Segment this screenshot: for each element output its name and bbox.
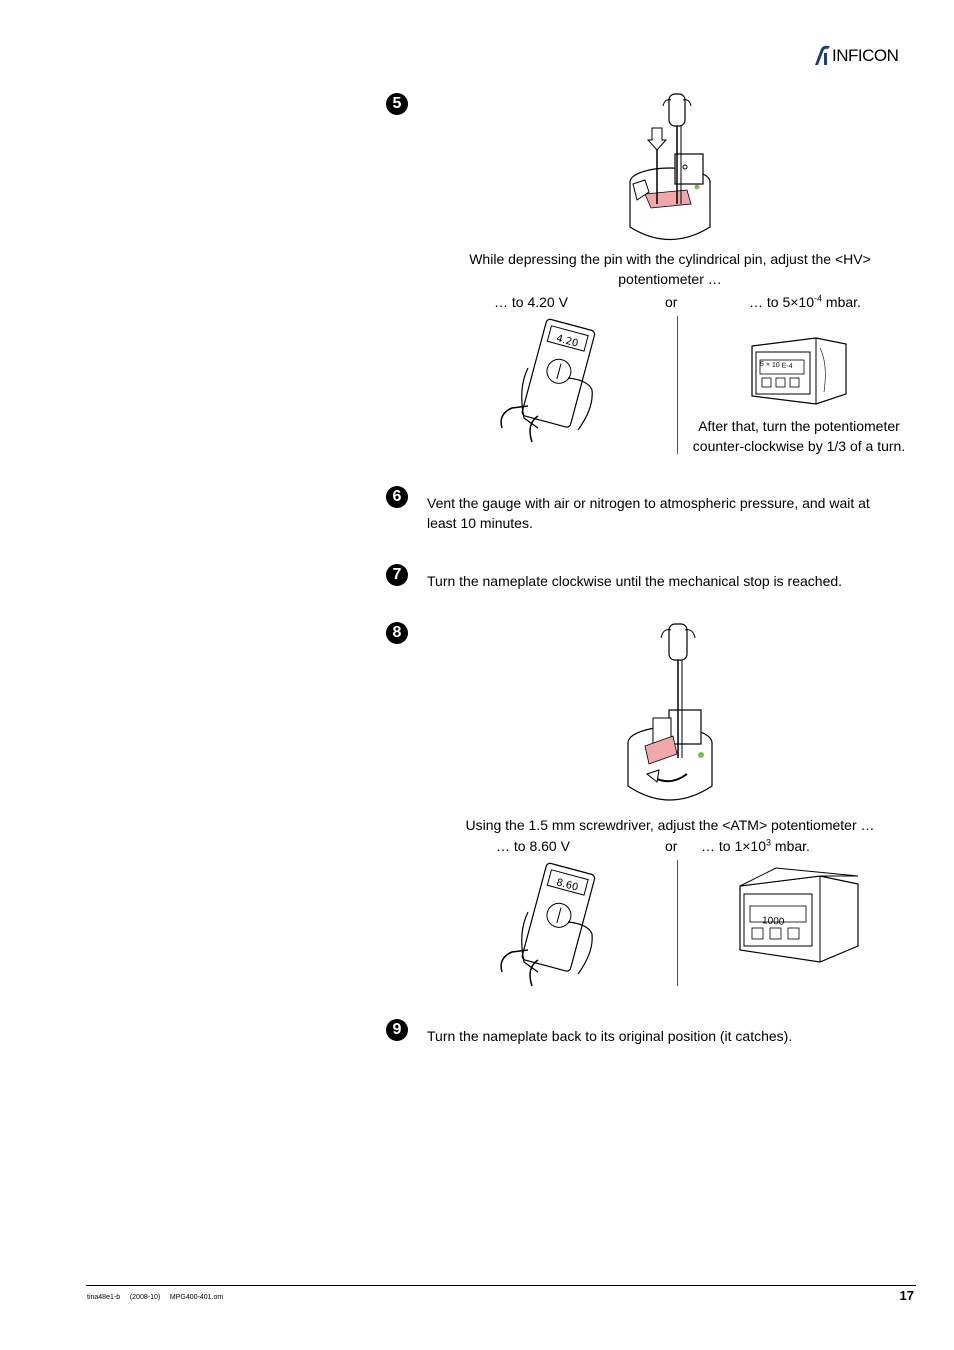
step5-or-label: or (665, 294, 678, 310)
step8-right-label (701, 836, 810, 856)
step8-left-label: … to 8.60 V (496, 838, 570, 854)
step-number-9: 9 (386, 1019, 408, 1041)
footer-rule (86, 1285, 916, 1286)
step8-right-label-pre: … to 1×10 (701, 838, 766, 854)
step5-caption-line1: While depressing the pin with the cylindrical pin, adjust the <HV> (469, 251, 871, 267)
step7-text: Turn the nameplate clockwise until the mechanical stop is reached. (427, 573, 843, 589)
multimeter-hv-reading: 4.20 (554, 333, 580, 350)
step5-after-text (684, 416, 914, 456)
multimeter-hv-icon (498, 318, 602, 444)
footer-doc-info (87, 1294, 223, 1301)
step-number-5: 5 (386, 93, 408, 115)
display-unit-atm (736, 866, 860, 968)
step8-divider (677, 860, 678, 986)
step5-divider (677, 316, 678, 454)
step8-caption: Using the 1.5 mm screwdriver, adjust the <ATM> potentiometer … (465, 817, 875, 833)
display-unit-hv-icon (748, 334, 848, 408)
step5-right-label (749, 292, 861, 312)
step5-after-line1: After that, turn the potentiometer (698, 418, 900, 434)
display-unit-atm-reading: 1000 (761, 915, 785, 928)
step5-left-label: … to 4.20 V (494, 294, 568, 310)
step5-after-line2: counter-clockwise by 1/3 of a turn. (692, 438, 906, 454)
footer-date: (2008-10) (129, 1294, 161, 1301)
step8-or-label: or (665, 838, 678, 854)
inficon-logo-icon (812, 45, 832, 67)
inficon-logo (812, 44, 898, 68)
display-unit-hv-reading: 5 × 10 E-4 (759, 360, 793, 371)
step-number-8: 8 (386, 622, 408, 644)
display-unit-hv (748, 334, 848, 408)
step6-text-line1: Vent the gauge with air or nitrogen to atmospheric pressure, and wait at (427, 495, 870, 511)
multimeter-atm-reading: 8.60 (554, 877, 580, 894)
footer-doc-id: tina48e1-b (87, 1294, 121, 1301)
screwdriver-atm-illustration (625, 618, 720, 808)
step8-right-label-post: mbar. (771, 838, 810, 854)
step5-right-label-pre: … to 5×10 (749, 294, 814, 310)
footer-file: MPG400-401.om (169, 1294, 224, 1301)
step5-caption (440, 249, 900, 289)
step6-text-line2: least 10 minutes. (427, 515, 533, 531)
screwdriver-hv-illustration (625, 92, 720, 244)
step5-right-label-sup: -4 (814, 293, 823, 304)
step6-text (427, 493, 907, 533)
step5-right-label-post: mbar. (822, 294, 861, 310)
step-number-7: 7 (386, 564, 408, 586)
multimeter-atm (498, 862, 602, 988)
brand-name: INFICON (832, 46, 899, 65)
multimeter-hv (498, 318, 602, 444)
page-number: 17 (899, 1288, 914, 1303)
display-unit-atm-icon (736, 866, 860, 968)
step5-caption-line2: potentiometer … (618, 271, 722, 287)
step9-text: Turn the nameplate back to its original position (it catches). (427, 1028, 793, 1044)
step-number-6: 6 (386, 486, 408, 508)
multimeter-atm-icon (498, 862, 602, 988)
step8-right-label-sup: 3 (766, 837, 772, 848)
